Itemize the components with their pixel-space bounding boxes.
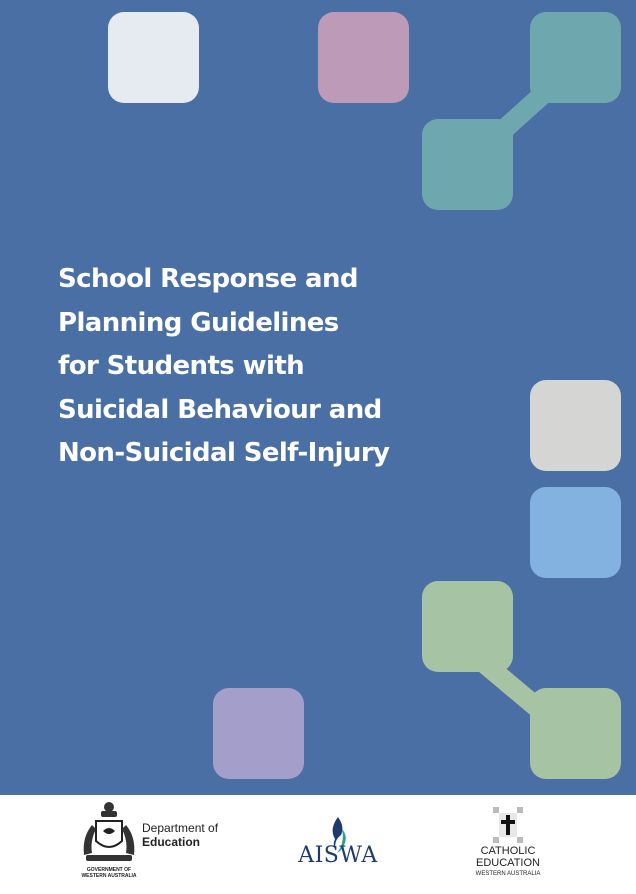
tile-pink [318,12,409,103]
department-line-2: Education [142,835,201,849]
cross-icon [493,807,523,843]
title-line-5: Non-Suicidal Self-Injury [58,438,390,468]
aiswa-wordmark: AISWA [298,843,378,868]
tile-lavender [213,688,304,779]
title-line-4: Suicidal Behaviour and [58,394,382,425]
tile-light-blue [530,487,621,578]
title-line-2: Planning Guidelines [58,307,339,338]
cover-title [58,258,389,476]
tile-green-bottom [530,688,621,779]
tile-green-top [422,581,513,672]
tile-teal-top [530,12,621,103]
title-line-1: School Response and [58,264,358,294]
aiswa-logo [288,795,388,894]
logo-footer [0,795,636,894]
government-text: GOVERNMENT OF WESTERN AUSTRALIA [81,867,137,879]
coat-of-arms-icon [78,797,140,869]
tile-teal-bottom [422,119,513,210]
title-line-3: for Students with [58,351,305,381]
catholic-education-logo [468,795,548,894]
catholic-education-text: CATHOLIC EDUCATION [476,845,540,869]
catholic-region-text: WESTERN AUSTRALIA [475,871,541,877]
tile-grey [530,380,621,471]
department-line-1: Department of [142,821,219,835]
department-of-education-logo [78,795,238,894]
tile-white [108,12,199,103]
department-text [142,821,218,849]
